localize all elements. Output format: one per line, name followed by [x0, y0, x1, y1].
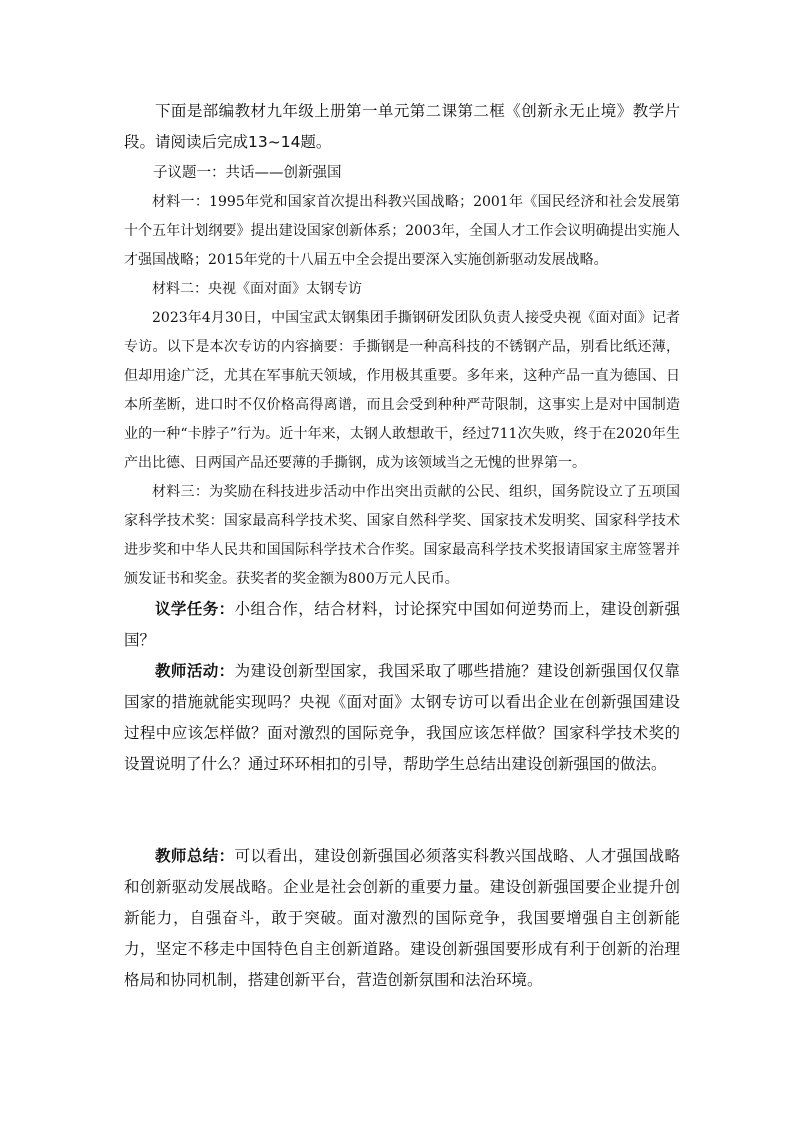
teacher-summary-text: 可以看出，建设创新强国必须落实科教兴国战略、人才强国战略和创新驱动发展战略。企业是社会创新的重要力量。建设创新强国要企业提升创新能力，自强奋斗，敢于突破。面对激烈的国际竞争，我国要增强自主创新能力，坚定不移走中国特色自主创新道路。建设创新强国要形成有利于创新的治理格局和协同机制，搭建创新平台，营造创新氛围和法治环境。 [124, 847, 680, 989]
material-two-body: 2023年4月30日，中国宝武太钢集团手撕钢研发团队负责人接受央视《面对面》记者专访。以下是本次专访的内容摘要：手撕钢是一种高科技的不锈钢产品，别看比纸还薄，但却用途广泛，尤其在军事航天领域，作用极其重要。多年来，这种产品一直为德国、日本所垄断，进口时不仅价格高得离谱，而且会受到种种严苛限制，这事实上是对中国制造业的一种“卡脖子”行为。近十年来，太钢人敢想敢干，经过711次失败，终于在2020年生产出比德、日两国产品还要薄的手撕钢，成为该领域当之无愧的世界第一。 [124, 310, 680, 471]
document-page [124, 96, 680, 996]
material-three: 材料三：为奖励在科技进步活动中作出突出贡献的公民、组织，国务院设立了五项国家科学技术奖：国家最高科学技术奖、国家自然科学奖、国家技术发明奖、国家科学技术进步奖和中华人民共和国国际科学技术合作奖。国家最高科学技术奖报请国家主席签署并颁发证书和奖金。获奖者的奖金额为800万元人民币。 [124, 484, 680, 587]
material-one: 材料一：1995年党和国家首次提出科教兴国战略；2001年《国民经济和社会发展第十个五年计划纲要》提出建设国家创新体系；2003年，全国人才工作会议明确提出实施人才强国战略；2015年党的十八届五中全会提出要深入实施创新驱动发展战略。 [124, 194, 680, 268]
learning-task-label: 议学任务： [155, 600, 235, 618]
teacher-activity [124, 656, 680, 780]
sub-topic-heading: 子议题一：共话——创新强国 [153, 165, 342, 181]
learning-task [124, 594, 680, 656]
material-two-title: 材料二：央视《面对面》太钢专访 [152, 281, 362, 297]
teacher-activity-label: 教师活动： [155, 662, 235, 680]
blank-space [124, 780, 680, 841]
teacher-summary-label: 教师总结： [155, 847, 235, 865]
intro-paragraph: 下面是部编教材九年级上册第一单元第二课第二框《创新永无止境》教学片段。请阅读后完成13~14题。 [124, 102, 680, 151]
teacher-summary [124, 841, 680, 996]
learning-task-text: 小组合作，结合材料，讨论探究中国如何逆势而上，建设创新强国？ [124, 600, 680, 649]
teacher-activity-text: 为建设创新型国家，我国采取了哪些措施？建设创新强国仅仅靠国家的措施就能实现吗？央视《面对面》太钢专访可以看出企业在创新强国建设过程中应该怎样做？面对激烈的国际竞争，我国应该怎样做？国家科学技术奖的设置说明了什么？通过环环相扣的引导，帮助学生总结出建设创新强国的做法。 [124, 662, 680, 773]
